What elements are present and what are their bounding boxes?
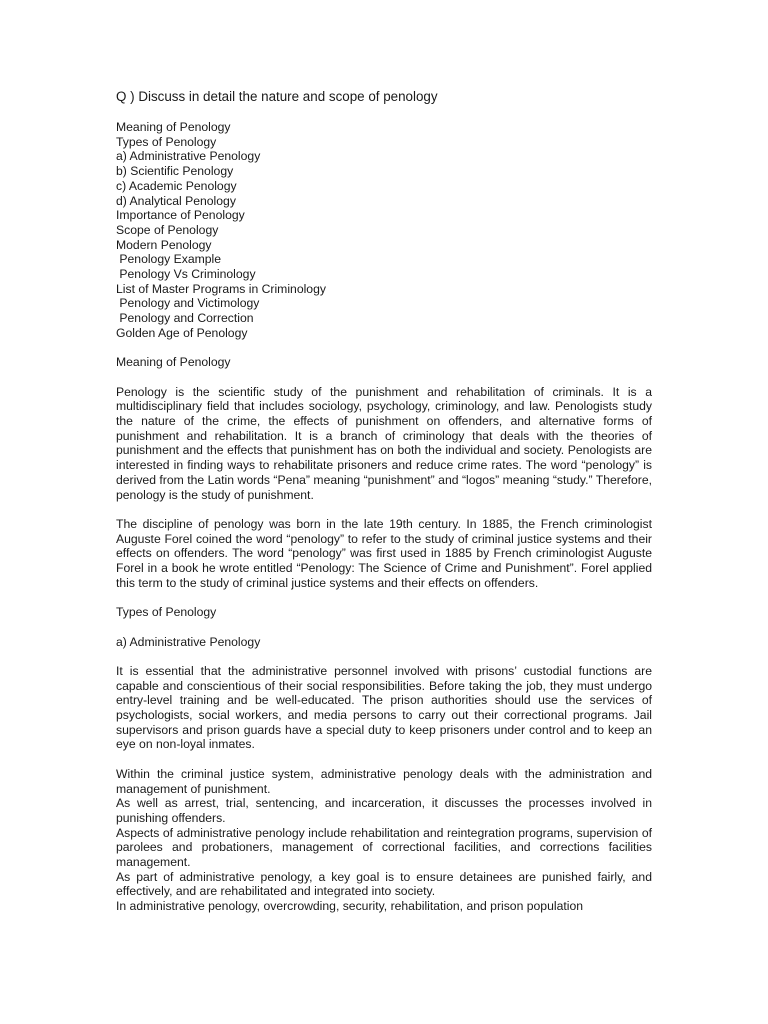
administrative-line: In administrative penology, overcrowding, security, rehabilitation, and prison population xyxy=(116,899,583,914)
toc-item: b) Scientific Penology xyxy=(116,164,234,179)
toc-item: Scope of Penology xyxy=(116,222,219,237)
toc-item: a) Administrative Penology xyxy=(116,149,261,164)
types-heading: Types of Penology xyxy=(116,605,217,620)
table-of-contents xyxy=(116,120,652,341)
toc-item: Golden Age of Penology xyxy=(116,325,248,340)
administrative-line: Aspects of administrative penology include rehabilitation and reintegration programs, supervision of parolees and probationers, management of correctional facilities, and corrections facilities management. xyxy=(116,825,652,870)
toc-item: Meaning of Penology xyxy=(116,120,231,134)
toc-item: Types of Penology xyxy=(116,134,217,149)
question-title: Q ) Discuss in detail the nature and scope of penology xyxy=(116,89,438,104)
administrative-penology-heading: a) Administrative Penology xyxy=(116,634,261,649)
administrative-line: Within the criminal justice system, administrative penology deals with the administration and management of punishment. xyxy=(116,766,652,796)
toc-item: List of Master Programs in Criminology xyxy=(116,281,326,296)
toc-item: Penology and Victimology xyxy=(116,296,260,311)
toc-item: Importance of Penology xyxy=(116,208,245,223)
meaning-paragraph-2: The discipline of penology was born in the late 19th century. In 1885, the French criminologist Auguste Forel coined the word “penology” to refer to the study of criminal justice systems and their effects on offenders. The word “penology” was first used in 1885 by French criminologist Auguste Forel in a book he wrote entitled “Penology: The Science of Crime and Punishment”. Forel applied this term to the study of criminal justice systems and their effects on offenders. xyxy=(116,516,652,590)
meaning-paragraph-1: Penology is the scientific study of the punishment and rehabilitation of criminals. It is a multidisciplinary field that includes sociology, psychology, criminology, and law. Penologists study the nature of the crime, the effects of punishment on offenders, and alternative forms of punishment and rehabilitation. It is a branch of criminology that deals with the theories of punishment and the effects that punishment has on both the individual and society. Penologists are interested in finding ways to rehabilitate prisoners and reduce crime rates. The word “penology” is derived from the Latin words “Pena” meaning “punishment” and “logos” meaning “study.” Therefore, penology is the study of punishment. xyxy=(116,384,652,502)
toc-item: Penology Example xyxy=(116,252,222,267)
toc-item: c) Academic Penology xyxy=(116,178,237,193)
document-body xyxy=(116,89,652,914)
administrative-line: As part of administrative penology, a key goal is to ensure detainees are punished fairly, and effectively, and are rehabilitated and integrated into society. xyxy=(116,869,652,899)
toc-item: d) Analytical Penology xyxy=(116,193,236,208)
toc-item: Penology Vs Criminology xyxy=(116,267,256,282)
toc-item: Penology and Correction xyxy=(116,311,254,326)
meaning-heading: Meaning of Penology xyxy=(116,355,231,370)
toc-item: Modern Penology xyxy=(116,237,212,252)
administrative-line: As well as arrest, trial, sentencing, and incarceration, it discusses the processes involved in punishing offenders. xyxy=(116,796,652,825)
administrative-paragraph: It is essential that the administrative personnel involved with prisons’ custodial functions are capable and conscientious of their social responsibilities. Before taking the job, they must undergo entry-level training and be well-educated. The prison authorities should use the services of psychologists, social workers, and media persons to carry out their correctional programs. Jail supervisors and prison guards have a special duty to keep prisoners under control and to keep an eye on non-loyal inmates. xyxy=(116,663,652,752)
